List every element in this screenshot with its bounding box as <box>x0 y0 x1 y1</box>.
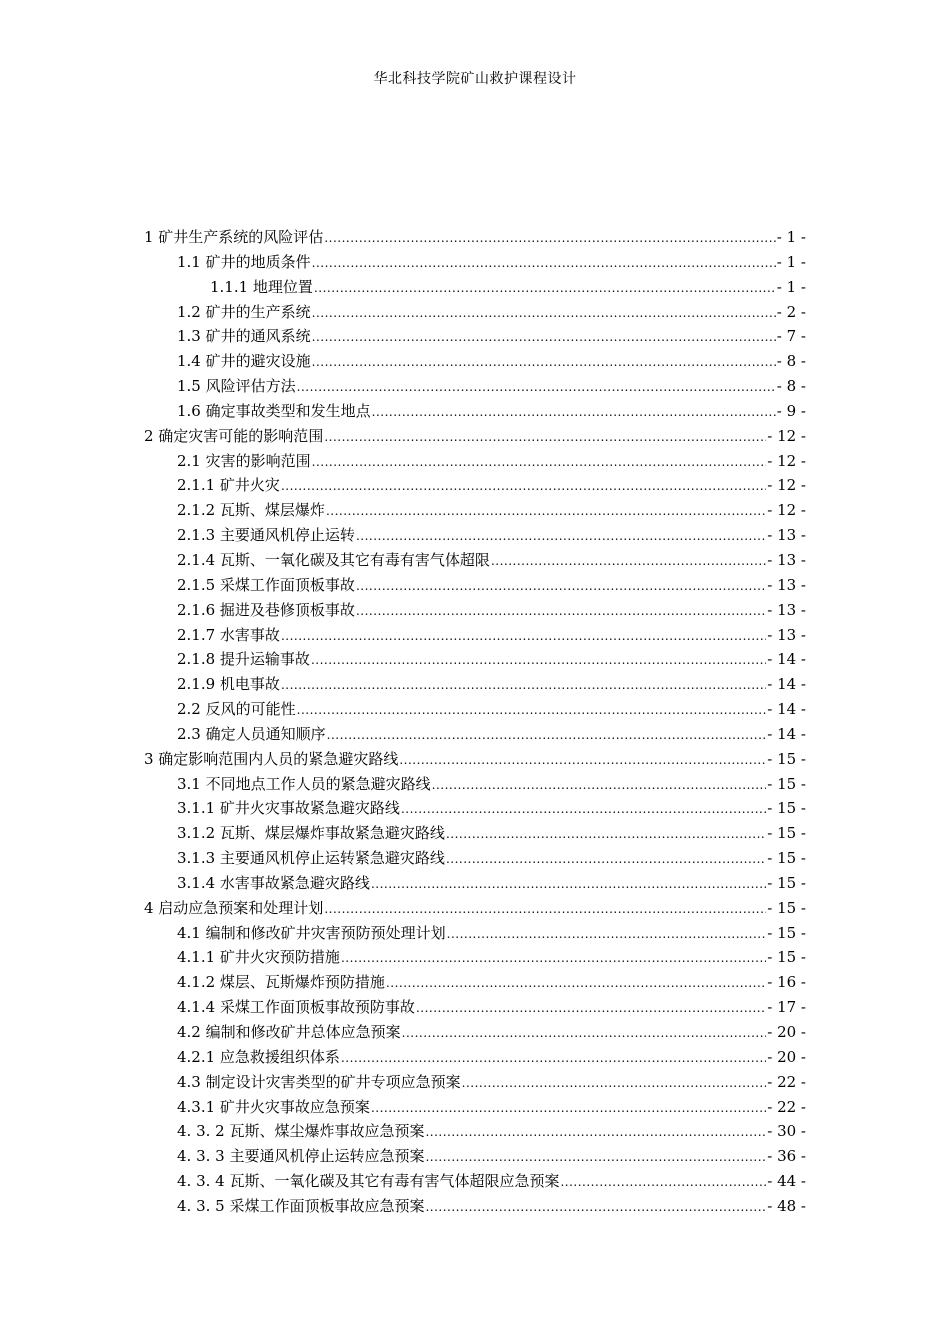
toc-entry[interactable] <box>144 599 806 624</box>
toc-dot-leader <box>356 579 766 593</box>
toc-entry-label: 4.1.2 煤层、瓦斯爆炸预防措施 <box>177 973 385 992</box>
toc-entry-label: 2.1.6 掘进及巷修顶板事故 <box>177 600 355 619</box>
toc-entry[interactable] <box>144 1195 806 1220</box>
toc-entry-page: - 20 - <box>767 1047 806 1066</box>
toc-entry-label: 2.1 灾害的影响范围 <box>177 451 311 470</box>
toc-entry-page: - 8 - <box>776 377 806 396</box>
toc-dot-leader <box>281 678 766 692</box>
toc-entry[interactable] <box>144 1096 806 1121</box>
toc-entry[interactable] <box>144 648 806 673</box>
toc-entry-label: 1.1.1 地理位置 <box>210 277 313 296</box>
toc-entry-label: 4.2.1 应急救援组织体系 <box>177 1047 340 1066</box>
toc-entry-label: 2.1.2 瓦斯、煤层爆炸 <box>177 501 325 520</box>
toc-dot-leader <box>371 1101 766 1115</box>
toc-entry[interactable] <box>144 251 806 276</box>
toc-dot-leader <box>312 455 767 469</box>
toc-entry[interactable] <box>144 325 806 350</box>
toc-entry[interactable] <box>144 301 806 326</box>
toc-entry-label: 2.2 反风的可能性 <box>177 700 296 719</box>
toc-entry-page: - 1 - <box>776 228 806 246</box>
toc-entry-page: - 15 - <box>767 824 806 843</box>
toc-entry-page: - 22 - <box>767 1072 806 1091</box>
toc-entry-label: 2.1.8 提升运输事故 <box>177 650 310 669</box>
toc-entry[interactable] <box>144 872 806 897</box>
toc-entry-page: - 12 - <box>767 476 806 495</box>
toc-dot-leader <box>425 1200 766 1214</box>
toc-entry-label: 3.1.3 主要通风机停止运转紧急避灾路线 <box>177 849 445 868</box>
table-of-contents <box>144 226 806 1220</box>
toc-dot-leader <box>356 529 766 543</box>
toc-dot-leader <box>386 976 766 990</box>
toc-entry[interactable] <box>144 1071 806 1096</box>
toc-dot-leader <box>311 653 766 667</box>
toc-entry-page: - 14 - <box>767 700 806 719</box>
toc-entry-page: - 17 - <box>767 998 806 1017</box>
toc-entry-page: - 15 - <box>767 873 806 892</box>
toc-entry-page: - 48 - <box>767 1196 806 1215</box>
toc-dot-leader <box>324 231 775 245</box>
toc-dot-leader <box>327 728 767 742</box>
toc-entry-page: - 15 - <box>767 898 806 917</box>
toc-entry[interactable] <box>144 549 806 574</box>
toc-dot-leader <box>371 877 766 891</box>
toc-entry[interactable] <box>144 773 806 798</box>
toc-entry[interactable] <box>144 748 806 773</box>
toc-entry[interactable] <box>144 350 806 375</box>
toc-entry-label: 3.1.2 瓦斯、煤层爆炸事故紧急避灾路线 <box>177 824 445 843</box>
toc-dot-leader <box>312 306 776 320</box>
toc-entry[interactable] <box>144 897 806 922</box>
toc-entry[interactable] <box>144 574 806 599</box>
toc-entry-label: 2.1.1 矿井火灾 <box>177 476 280 495</box>
toc-dot-leader <box>372 405 776 419</box>
toc-entry-page: - 2 - <box>776 302 806 321</box>
toc-entry-label: 3.1 不同地点工作人员的紧急避灾路线 <box>177 774 431 793</box>
toc-dot-leader <box>312 355 776 369</box>
toc-entry-label: 2 确定灾害可能的影响范围 <box>144 426 324 445</box>
toc-entry[interactable] <box>144 425 806 450</box>
toc-entry[interactable] <box>144 450 806 475</box>
toc-entry[interactable] <box>144 1145 806 1170</box>
toc-entry-label: 3.1.4 水害事故紧急避灾路线 <box>177 873 370 892</box>
toc-entry-label: 4. 3. 4 瓦斯、一氧化碳及其它有毒有害气体超限应急预案 <box>177 1172 560 1191</box>
toc-entry-page: - 14 - <box>767 724 806 743</box>
toc-entry-label: 2.1.5 采煤工作面顶板事故 <box>177 575 355 594</box>
toc-dot-leader <box>324 430 766 444</box>
toc-entry-label: 1.3 矿井的通风系统 <box>177 327 311 346</box>
toc-entry[interactable] <box>144 1120 806 1145</box>
toc-entry[interactable] <box>144 1170 806 1195</box>
toc-dot-leader <box>341 1051 766 1065</box>
toc-entry[interactable] <box>144 474 806 499</box>
toc-entry-label: 1 矿井生产系统的风险评估 <box>144 228 324 246</box>
toc-entry-page: - 15 - <box>767 948 806 967</box>
toc-dot-leader <box>341 951 766 965</box>
toc-entry[interactable] <box>144 922 806 947</box>
toc-entry-label: 2.1.9 机电事故 <box>177 675 280 694</box>
toc-entry[interactable] <box>144 400 806 425</box>
toc-entry-page: - 15 - <box>767 849 806 868</box>
toc-entry-page: - 12 - <box>767 426 806 445</box>
toc-entry[interactable] <box>144 822 806 847</box>
toc-entry[interactable] <box>144 499 806 524</box>
toc-entry-label: 4. 3. 5 采煤工作面顶板事故应急预案 <box>177 1196 425 1215</box>
toc-dot-leader <box>297 703 767 717</box>
toc-entry-page: - 22 - <box>767 1097 806 1116</box>
toc-entry[interactable] <box>144 698 806 723</box>
toc-dot-leader <box>447 927 767 941</box>
toc-entry-label: 4.3.1 矿井火灾事故应急预案 <box>177 1097 370 1116</box>
toc-dot-leader <box>312 330 776 344</box>
toc-entry-page: - 44 - <box>767 1172 806 1191</box>
toc-entry-page: - 7 - <box>776 327 806 346</box>
toc-dot-leader <box>401 802 766 816</box>
toc-entry[interactable] <box>144 276 806 301</box>
toc-entry[interactable] <box>144 624 806 649</box>
toc-entry-page: - 8 - <box>776 352 806 371</box>
toc-entry-page: - 12 - <box>767 451 806 470</box>
toc-entry-page: - 15 - <box>767 799 806 818</box>
toc-dot-leader <box>312 256 776 270</box>
toc-entry-page: - 1 - <box>776 277 806 296</box>
toc-entry-page: - 36 - <box>767 1147 806 1166</box>
toc-entry-label: 1.5 风险评估方法 <box>177 377 296 396</box>
toc-dot-leader <box>402 1026 767 1040</box>
toc-entry-page: - 13 - <box>767 575 806 594</box>
toc-entry[interactable] <box>144 1021 806 1046</box>
toc-dot-leader <box>281 629 766 643</box>
toc-dot-leader <box>281 479 766 493</box>
toc-entry-label: 4.2 编制和修改矿井总体应急预案 <box>177 1023 401 1041</box>
toc-dot-leader <box>425 1125 766 1139</box>
page-header: 华北科技学院矿山救护课程设计 <box>373 71 577 87</box>
toc-entry-label: 4. 3. 3 主要通风机停止运转应急预案 <box>177 1147 425 1166</box>
toc-entry[interactable] <box>144 996 806 1021</box>
toc-dot-leader <box>326 504 766 518</box>
toc-entry-page: - 12 - <box>767 501 806 520</box>
toc-entry-label: 1.2 矿井的生产系统 <box>177 302 311 321</box>
toc-entry[interactable] <box>144 673 806 698</box>
toc-entry-label: 4.3 制定设计灾害类型的矿井专项应急预案 <box>177 1072 461 1091</box>
toc-entry-label: 3.1.1 矿井火灾事故紧急避灾路线 <box>177 799 400 818</box>
toc-entry-label: 2.1.4 瓦斯、一氧化碳及其它有毒有害气体超限 <box>177 550 490 569</box>
toc-entry-page: - 30 - <box>767 1122 806 1141</box>
toc-entry[interactable] <box>144 226 806 251</box>
toc-dot-leader <box>560 1175 766 1189</box>
toc-entry-page: - 14 - <box>767 650 806 669</box>
toc-dot-leader <box>416 1001 766 1015</box>
toc-entry[interactable] <box>144 847 806 872</box>
toc-entry-label: 2.1.7 水害事故 <box>177 625 280 644</box>
toc-entry-page: - 9 - <box>776 401 806 420</box>
toc-entry-label: 4. 3. 2 瓦斯、煤尘爆炸事故应急预案 <box>177 1122 425 1141</box>
toc-entry-page: - 15 - <box>767 774 806 793</box>
toc-dot-leader <box>491 554 766 568</box>
toc-entry-label: 2.3 确定人员通知顺序 <box>177 724 326 743</box>
toc-dot-leader <box>446 827 766 841</box>
toc-entry[interactable] <box>144 797 806 822</box>
toc-entry-page: - 13 - <box>767 600 806 619</box>
toc-entry-page: - 13 - <box>767 625 806 644</box>
toc-dot-leader <box>324 902 766 916</box>
toc-entry[interactable] <box>144 946 806 971</box>
toc-entry-page: - 14 - <box>767 675 806 694</box>
toc-entry-label: 4 启动应急预案和处理计划 <box>144 898 324 917</box>
toc-entry-page: - 20 - <box>767 1023 806 1041</box>
toc-dot-leader <box>314 281 776 295</box>
toc-entry-label: 4.1 编制和修改矿井灾害预防预处理计划 <box>177 923 446 942</box>
toc-entry-label: 3 确定影响范围内人员的紧急避灾路线 <box>144 749 399 768</box>
toc-entry[interactable] <box>144 524 806 549</box>
toc-dot-leader <box>432 778 767 792</box>
toc-entry-page: - 1 - <box>776 252 806 271</box>
toc-entry-label: 2.1.3 主要通风机停止运转 <box>177 526 355 545</box>
toc-entry-label: 4.1.1 矿井火灾预防措施 <box>177 948 340 967</box>
toc-entry[interactable] <box>144 723 806 748</box>
toc-dot-leader <box>462 1076 767 1090</box>
toc-entry-label: 1.6 确定事故类型和发生地点 <box>177 401 371 420</box>
toc-dot-leader <box>399 753 766 767</box>
toc-dot-leader <box>446 852 766 866</box>
toc-entry-page: - 13 - <box>767 550 806 569</box>
toc-entry[interactable] <box>144 375 806 400</box>
toc-entry-label: 1.4 矿井的避灾设施 <box>177 352 311 371</box>
toc-entry[interactable] <box>144 1046 806 1071</box>
toc-entry-label: 1.1 矿井的地质条件 <box>177 252 311 271</box>
toc-dot-leader <box>425 1150 766 1164</box>
toc-entry-page: - 13 - <box>767 526 806 545</box>
toc-entry-label: 4.1.4 采煤工作面顶板事故预防事故 <box>177 998 415 1017</box>
toc-entry[interactable] <box>144 971 806 996</box>
toc-dot-leader <box>297 380 776 394</box>
toc-entry-page: - 15 - <box>767 749 806 768</box>
toc-entry-page: - 16 - <box>767 973 806 992</box>
toc-entry-page: - 15 - <box>767 923 806 942</box>
toc-dot-leader <box>356 604 766 618</box>
